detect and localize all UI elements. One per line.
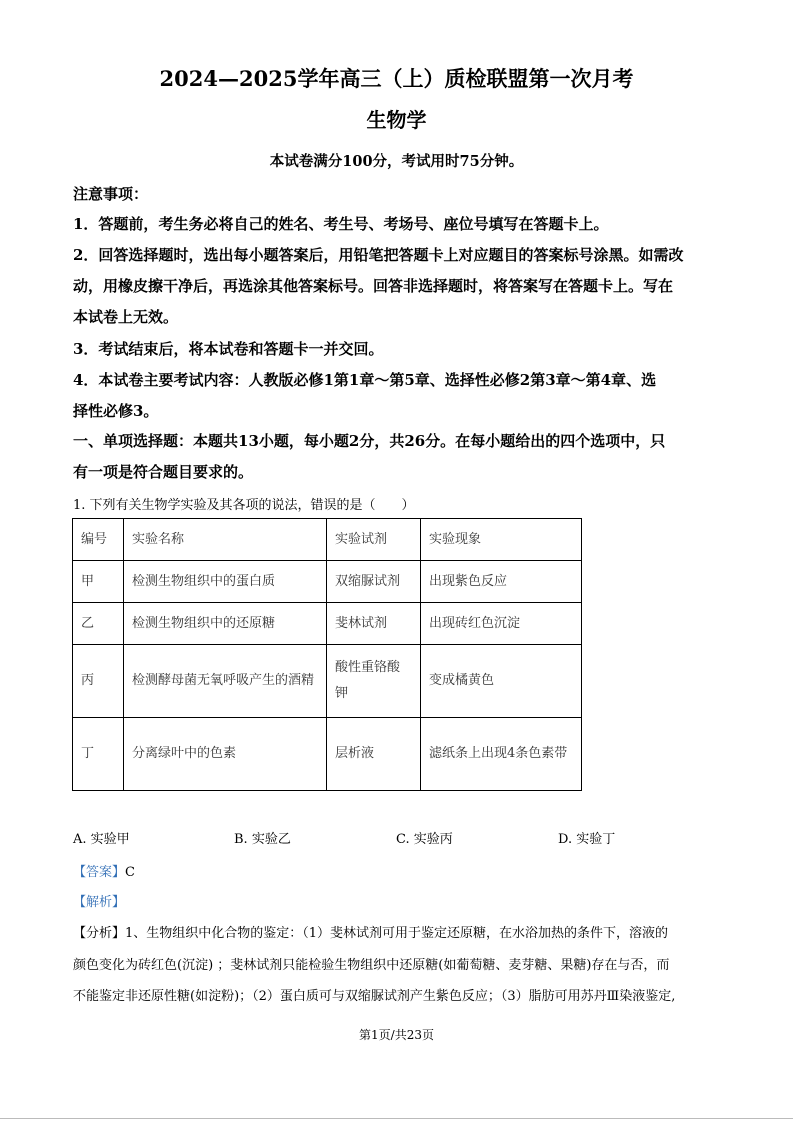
analysis-tag: 【分析】 [73,926,126,941]
answer-label: 【答案】 [73,865,126,880]
table-cell: 分离绿叶中的色素 [124,718,327,791]
note-line: 1．答题前，考生务必将自己的姓名、考生号、考场号、座位号填写在答题卡上。 [73,215,609,233]
table-cell: 酸性重铬酸钾 [327,645,421,718]
note-line: 择性必修3。 [73,402,159,420]
table-cell: 出现砖红色沉淀 [421,603,582,645]
option-b: B. 实验乙 [234,832,291,847]
note-line: 4．本试卷主要考试内容：人教版必修1第1章～第5章、选择性必修2第3章～第4章、选 [73,371,657,389]
section-heading: 一、单项选择题：本题共13小题，每小题2分，共26分。在每小题给出的四个选项中，只 [73,432,666,450]
table-row [73,561,582,603]
table-row [73,718,582,791]
note-line: 本试卷上无效。 [73,308,179,326]
table-cell: 斐林试剂 [327,603,421,645]
table-cell: 乙 [73,603,124,645]
table-cell: 检测生物组织中的还原糖 [124,603,327,645]
notes-heading: 注意事项： [73,185,149,203]
table-cell: 甲 [73,561,124,603]
table-row [73,645,582,718]
table-header-cell: 编号 [73,519,124,561]
note-line: 2．回答选择题时，选出每小题答案后，用铅笔把答题卡上对应题目的答案标号涂黑。如需改 [73,246,684,264]
subject-title: 生物学 [366,108,427,132]
note-line: 动，用橡皮擦干净后，再选涂其他答案标号。回答非选择题时，将答案写在答题卡上。写在 [73,277,674,295]
score-time-note: 本试卷满分100分，考试用时75分钟。 [269,153,524,170]
answer-line [73,861,135,880]
table-cell: 出现紫色反应 [421,561,582,603]
table-header-cell: 实验名称 [124,519,327,561]
table-cell: 丙 [73,645,124,718]
option-c: C. 实验丙 [396,832,453,847]
page-footer: 第1页/共23页 [359,1028,434,1042]
table-cell: 滤纸条上出现4条色素带 [421,718,582,791]
note-line: 3．考试结束后，将本试卷和答题卡一并交回。 [73,340,384,358]
analysis-line: 【分析】1、生物组织中化合物的鉴定：（1）斐林试剂可用于鉴定还原糖，在水浴加热的条件下，溶液的 [73,926,669,941]
analysis-line: 不能鉴定非还原性糖(如淀粉)；（2）蛋白质可与双缩脲试剂产生紫色反应；（3）脂肪可用苏丹Ⅲ染液鉴定, [73,989,676,1004]
table-cell: 层析液 [327,718,421,791]
question-1-stem: 1. 下列有关生物学实验及其各项的说法，错误的是（ ） [73,498,415,513]
table-cell: 变成橘黄色 [421,645,582,718]
table-header-cell: 实验试剂 [327,519,421,561]
exam-title: 2024—2025学年高三（上）质检联盟第一次月考 [159,66,634,91]
table-cell: 检测生物组织中的蛋白质 [124,561,327,603]
option-a: A. 实验甲 [73,832,130,847]
option-d: D. 实验丁 [558,832,616,847]
analysis-label: 【解析】 [73,895,126,910]
analysis-line: 颜色变化为砖红色(沉淀) ；斐林试剂只能检验生物组织中还原糖(如葡萄糖、麦芽糖、果糖)存在与否，而 [73,958,670,973]
table-cell: 丁 [73,718,124,791]
experiment-table [72,518,582,791]
table-header-cell: 实验现象 [421,519,582,561]
section-heading: 有一项是符合题目要求的。 [73,463,254,481]
table-cell: 双缩脲试剂 [327,561,421,603]
table-header-row [73,519,582,561]
table-row [73,603,582,645]
page-divider [0,1118,793,1119]
table-cell: 检测酵母菌无氧呼吸产生的酒精 [124,645,327,718]
answer-value: C [125,865,135,880]
